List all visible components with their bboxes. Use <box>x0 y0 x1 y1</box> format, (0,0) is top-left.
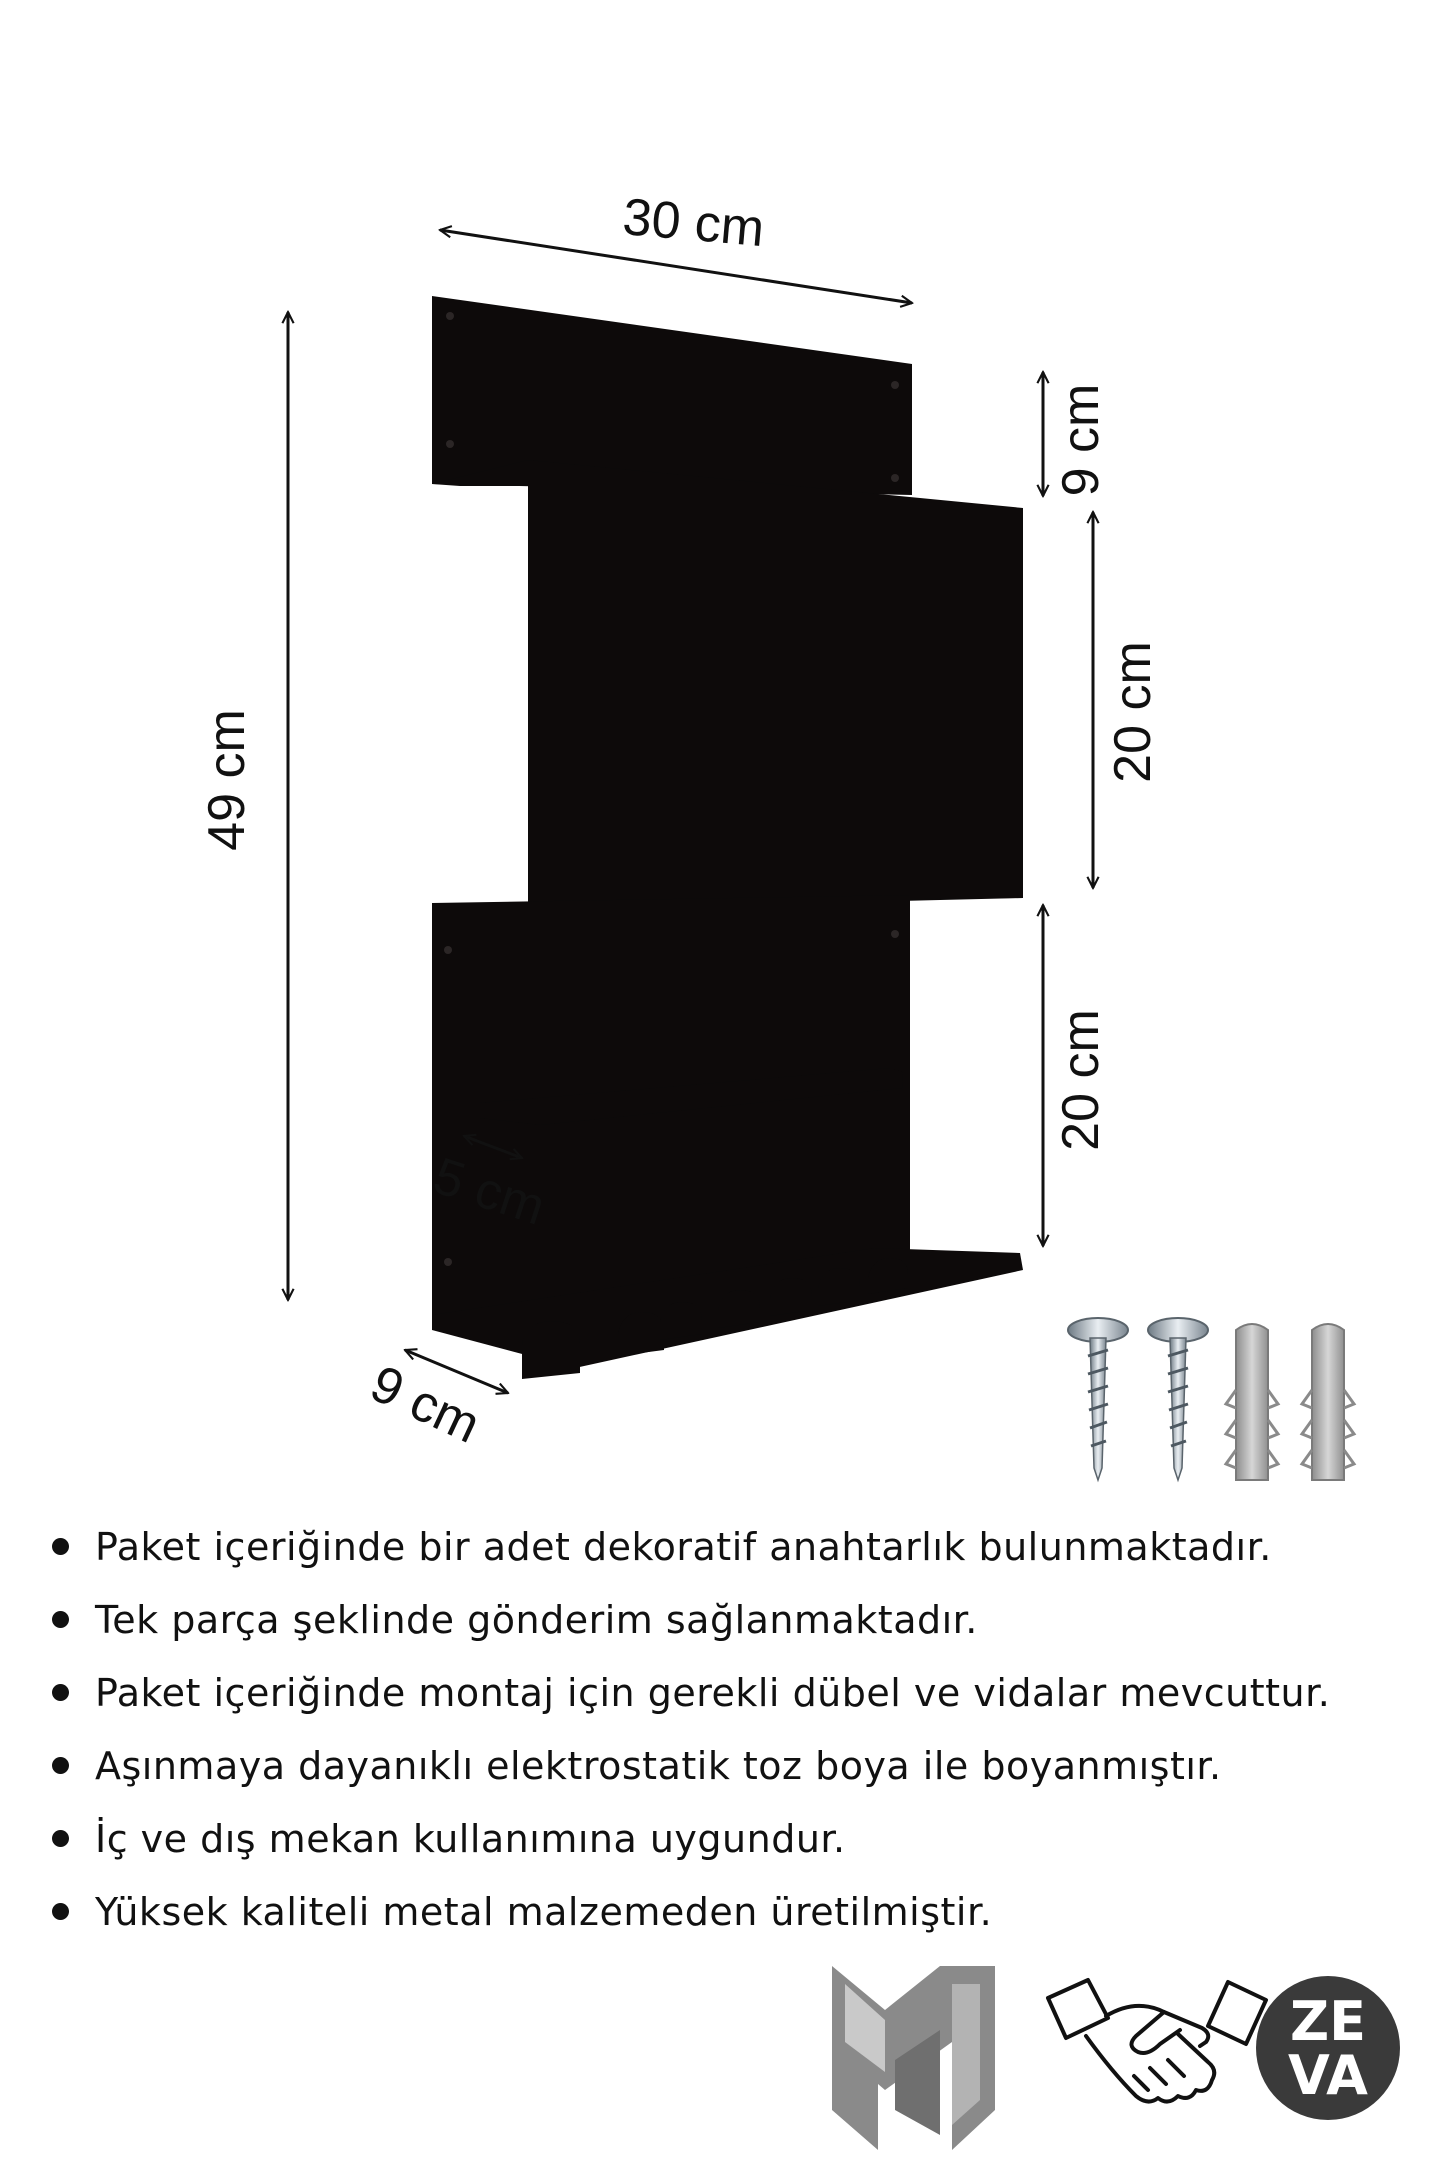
shelf-depth-label: 5 cm <box>426 1146 552 1237</box>
feature-item <box>52 1656 1412 1729</box>
feature-item <box>52 1510 1412 1583</box>
feature-item <box>52 1583 1412 1656</box>
bullet-icon <box>52 1611 69 1628</box>
bullet-icon <box>52 1684 69 1701</box>
width-label: 30 cm <box>620 188 767 259</box>
height-label: 49 cm <box>198 709 256 851</box>
feature-text: İç ve dış mekan kullanımına uygundur. <box>95 1816 846 1861</box>
key-hook <box>618 1312 664 1356</box>
feature-item <box>52 1729 1412 1802</box>
feature-list <box>52 1510 1412 1948</box>
handshake-icon <box>1048 1980 1266 2102</box>
m-logo-icon <box>832 1966 995 2150</box>
feature-text: Paket içeriğinde bir adet dekoratif anahtarlık bulunmaktadır. <box>95 1524 1272 1569</box>
key-hook <box>522 1321 580 1379</box>
feature-item <box>52 1802 1412 1875</box>
screw-icon <box>1148 1318 1208 1480</box>
middle-panel-label: 20 cm <box>1104 641 1162 783</box>
feature-text: Paket içeriğinde montaj için gerekli dübel ve vidalar mevcuttur. <box>95 1670 1331 1715</box>
brand-logos <box>0 1960 1440 2160</box>
bullet-icon <box>52 1830 69 1847</box>
top-panel-label: 9 cm <box>1052 383 1110 497</box>
feature-text: Yüksek kaliteli metal malzemeden üretilmiştir. <box>95 1889 993 1934</box>
bullet-icon <box>52 1903 69 1920</box>
feature-text: Aşınmaya dayanıklı elektrostatik toz boya ile boyanmıştır. <box>95 1743 1222 1788</box>
base-depth-label: 9 cm <box>361 1354 489 1455</box>
top-panel <box>432 296 912 495</box>
bottom-panel-label: 20 cm <box>1052 1009 1110 1151</box>
bullet-icon <box>52 1538 69 1555</box>
feature-text: Tek parça şeklinde gönderim sağlanmaktadır. <box>95 1597 978 1642</box>
zeva-badge-icon <box>1256 1976 1400 2120</box>
screw-icon <box>1068 1318 1128 1480</box>
badge-line1: ZE <box>1289 1990 1367 2053</box>
wall-plug-icon <box>1302 1324 1354 1480</box>
wall-plug-icon <box>1226 1324 1278 1480</box>
mounting-hardware <box>1068 1318 1354 1480</box>
badge-line2: VA <box>1288 2044 1368 2107</box>
middle-panel <box>528 460 1023 910</box>
feature-item <box>52 1875 1412 1948</box>
bullet-icon <box>52 1757 69 1774</box>
